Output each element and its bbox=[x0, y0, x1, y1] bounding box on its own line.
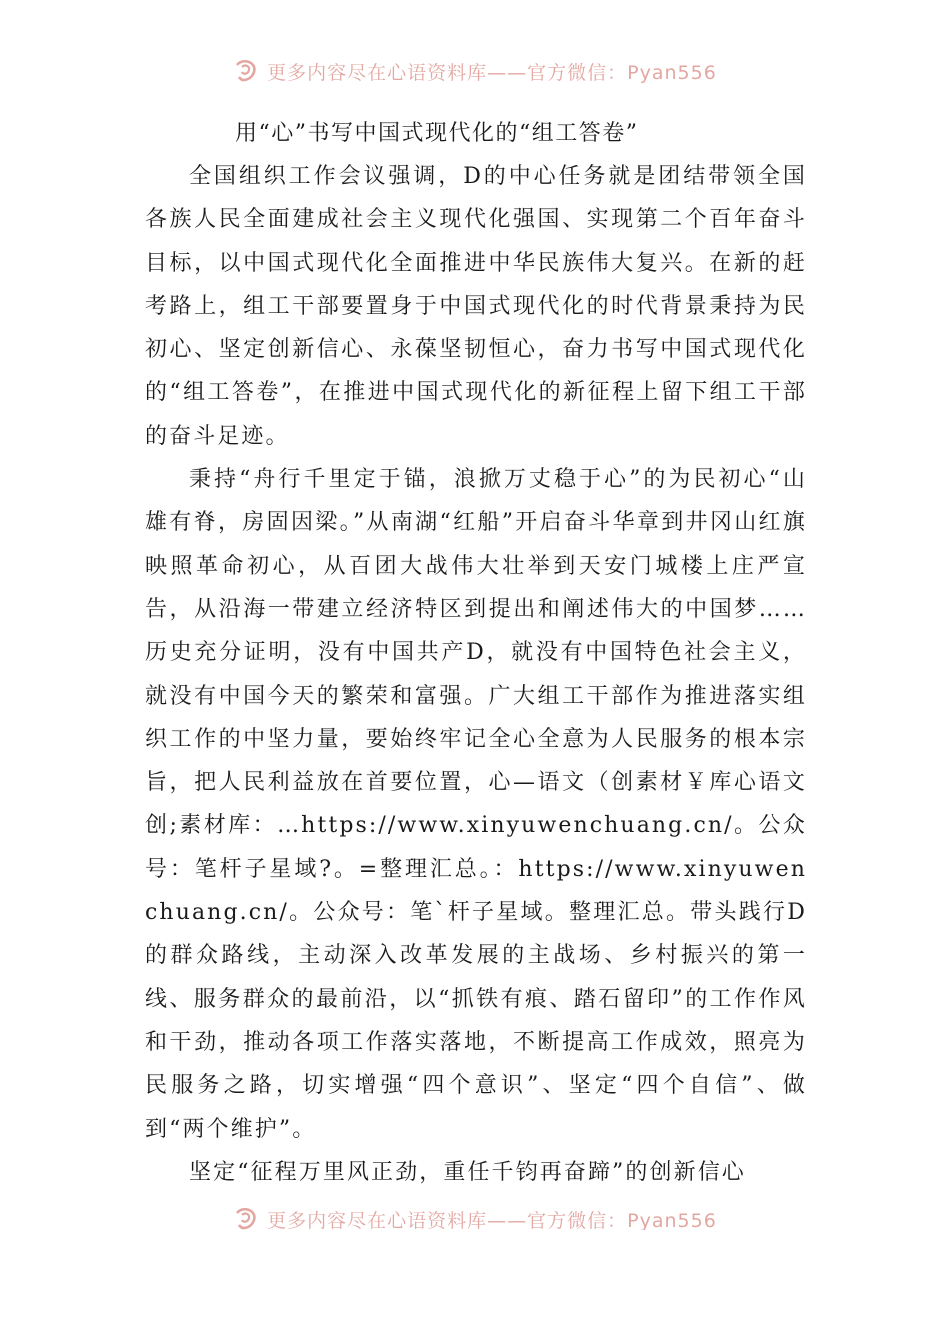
watermark-footer bbox=[0, 1208, 950, 1230]
document-title: 用“心”书写中国式现代化的“组工答卷” bbox=[235, 121, 639, 146]
watermark-header bbox=[0, 56, 950, 86]
paragraph-2: 秉持“舟行千里定于锚，浪掀万丈稳于心”的为民初心“山雄有脊，房固因梁。”从南湖“红船”开启奋斗华章到井冈山红旗映照革命初心，从百团大战伟大壮举到天安门城楼上庄严宣告，从沿海一带建立经济特区到提出和阐述伟大的中国梦……历史充分证明，没有中国共产D，就没有中国特色社会主义，就没有中国今天的繁荣和富强。广大组工干部作为推进落实组织工作的中坚力量，要始终牢记全心全意为人民服务的根本宗旨，把人民利益放在首要位置，心—语文（创素材￥库心语文创;素材库：…https://www.xinyuwenchuang.cn/。公众号：笔杆子星域?。=整理汇总。：https://www.xinyuwenchuang.cn/。公众号：笔`杆子星域。整理汇总。带头践行D的群众路线，主动深入改革发展的主战场、乡村振兴的第一线、服务群众的最前沿，以“抓铁有痕、踏石留印”的工作作风和干劲，推动各项工作落实落地，不断提高工作成效，照亮为民服务之路，切实增强“四个意识”、坚定“四个自信”、做到“两个维护”。 bbox=[145, 467, 807, 1142]
document-body bbox=[145, 112, 807, 1194]
logo-icon bbox=[233, 58, 259, 84]
paragraph-3: 坚定“征程万里风正劲，重任千钧再奋蹄”的创新信心 bbox=[189, 1159, 746, 1185]
logo-icon bbox=[233, 1208, 259, 1230]
watermark-text: 更多内容尽在心语资料库——官方微信：Pyan556 bbox=[267, 61, 717, 84]
paragraph-1: 全国组织工作会议强调，D的中心任务就是团结带领全国各族人民全面建成社会主义现代化强国、实现第二个百年奋斗目标，以中国式现代化全面推进中华民族伟大复兴。在新的赶考路上，组工干部要置身于中国式现代化的时代背景秉持为民初心、坚定创新信心、永葆坚韧恒心，奋力书写中国式现代化的“组工答卷”，在推进中国式现代化的新征程上留下组工干部的奋斗足迹。 bbox=[145, 164, 807, 449]
watermark-text: 更多内容尽在心语资料库——官方微信：Pyan556 bbox=[267, 1209, 717, 1230]
